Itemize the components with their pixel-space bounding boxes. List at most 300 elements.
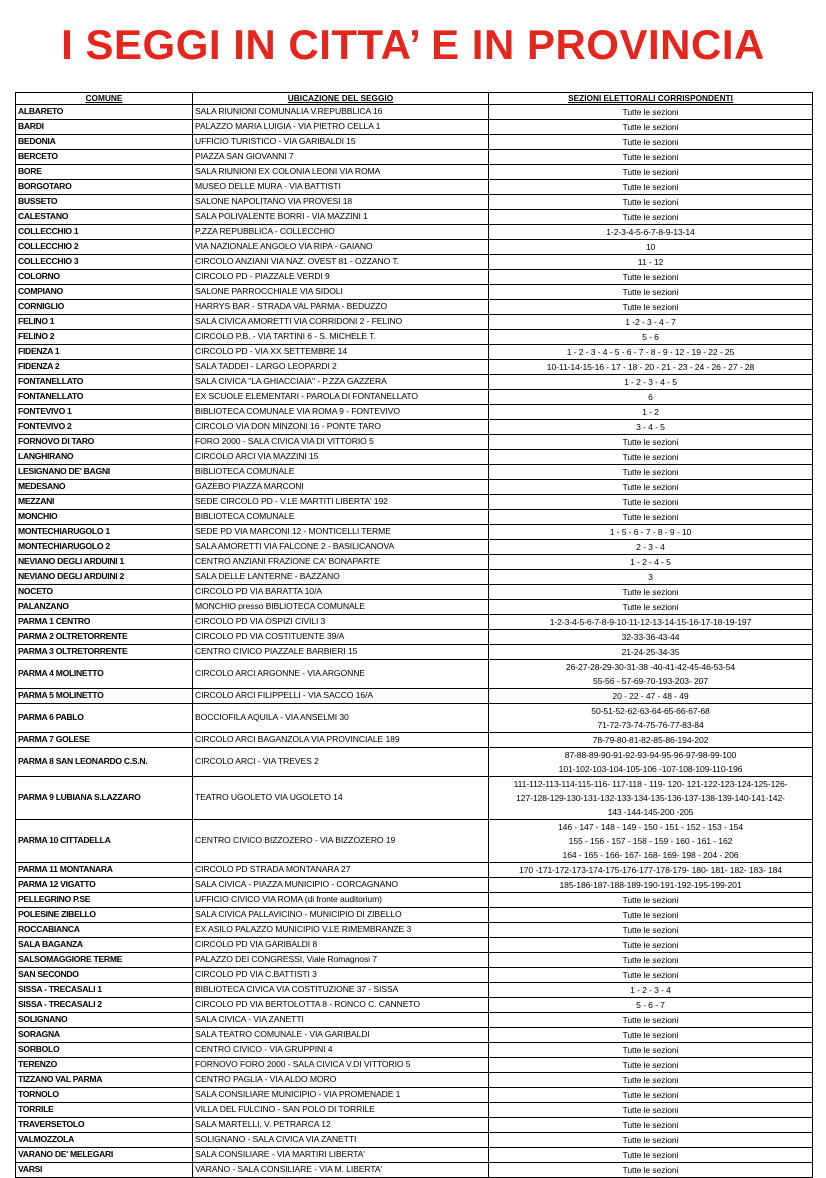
ubicazione-cell: P.ZZA REPUBBLICA - COLLECCHIO — [193, 225, 489, 240]
sezioni-cell — [489, 465, 813, 480]
sezioni-cell — [489, 555, 813, 570]
ubicazione-cell: CENTRO PAGLIA - VIA ALDO MORO — [193, 1073, 489, 1088]
sezioni-line: Tutte le sezioni — [622, 1135, 679, 1145]
ubicazione-cell: SALA CIVICA AMORETTI VIA CORRIDONI 2 - FELINO — [193, 315, 489, 330]
sezioni-line: 1 - 2 - 3 - 4 — [630, 985, 671, 995]
comune-cell: MEDESANO — [16, 480, 193, 495]
sezioni-cell — [489, 330, 813, 345]
sezioni-line: 10-11-14-15-16 - 17 - 18 - 20 - 21 - 23 - 24 - 26 - 27 - 28 — [546, 362, 755, 372]
comune-cell: BORGOTARO — [16, 180, 193, 195]
table-row — [16, 330, 813, 345]
sezioni-line: Tutte le sezioni — [622, 482, 679, 492]
sezioni-line: 78-79-80-81-82-85-86-194-202 — [592, 735, 709, 745]
ubicazione-cell: CIRCOLO VIA DON MINZONI 16 - PONTE TARO — [193, 420, 489, 435]
sezioni-line: 1-2-3-4-5-6-7-8-9-10-11-12-13-14-15-16-17-18-19-197 — [549, 617, 752, 627]
sezioni-cell — [489, 923, 813, 938]
comune-cell: MONTECHIARUGOLO 1 — [16, 525, 193, 540]
ubicazione-cell: EX ASILO PALAZZO MUNICIPIO V.LE RIMEMBRANZE 3 — [193, 923, 489, 938]
ubicazione-cell: VARANO - SALA CONSILIARE - VIA M. LIBERTA' — [193, 1163, 489, 1178]
comune-cell: VARANO DE' MELEGARI — [16, 1148, 193, 1163]
ubicazione-cell: CIRCOLO PD - VIA XX SETTEMBRE 14 — [193, 345, 489, 360]
ubicazione-cell: CENTRO ANZIANI FRAZIONE CA' BONAPARTE — [193, 555, 489, 570]
table-row — [16, 585, 813, 600]
sezioni-line: 26-27-28-29-30-31-38 -40-41-42-45-46-53-54 — [565, 662, 736, 672]
sezioni-cell — [489, 390, 813, 405]
ubicazione-cell: MONCHIO presso BIBLIOTECA COMUNALE — [193, 600, 489, 615]
sezioni-line: Tutte le sezioni — [622, 1105, 679, 1115]
ubicazione-cell: GAZEBO PIAZZA MARCONI — [193, 480, 489, 495]
sezioni-cell — [489, 983, 813, 998]
comune-cell: PELLEGRINO P.SE — [16, 893, 193, 908]
table-row — [16, 270, 813, 285]
sezioni-cell — [489, 435, 813, 450]
sezioni-cell — [489, 315, 813, 330]
sezioni-line: 155 - 156 - 157 - 158 - 159 - 160 - 161 - 162 — [568, 836, 733, 846]
table-row — [16, 255, 813, 270]
sezioni-cell — [489, 540, 813, 555]
comune-cell: NEVIANO DEGLI ARDUINI 1 — [16, 555, 193, 570]
ubicazione-cell: SALA CIVICA "LA GHIACCIAIA" - P.ZZA GAZZERA — [193, 375, 489, 390]
comune-cell: MONTECHIARUGOLO 2 — [16, 540, 193, 555]
table-row — [16, 495, 813, 510]
sezioni-cell — [489, 1103, 813, 1118]
ubicazione-cell: UFFICIO TURISTICO - VIA GARIBALDI 15 — [193, 135, 489, 150]
comune-cell: SOLIGNANO — [16, 1013, 193, 1028]
ubicazione-cell: CIRCOLO ARCI VIA MAZZINI 15 — [193, 450, 489, 465]
comune-cell: PARMA 5 MOLINETTO — [16, 689, 193, 704]
sezioni-line: 170 -171-172-173-174-175-176-177-178-179- 180- 181- 182- 183- 184 — [519, 865, 782, 875]
comune-cell: PARMA 10 CITTADELLA — [16, 820, 193, 863]
sezioni-cell — [489, 240, 813, 255]
comune-cell: PARMA 1 CENTRO — [16, 615, 193, 630]
sezioni-cell — [489, 998, 813, 1013]
table-row — [16, 150, 813, 165]
comune-cell: BUSSETO — [16, 195, 193, 210]
comune-cell: FELINO 1 — [16, 315, 193, 330]
sezioni-line: Tutte le sezioni — [622, 512, 679, 522]
comune-cell: PARMA 7 GOLESE — [16, 733, 193, 748]
table-row — [16, 420, 813, 435]
ubicazione-cell: SALA DELLE LANTERNE - BAZZANO — [193, 570, 489, 585]
table-body — [16, 105, 813, 1178]
ubicazione-cell: SALA CONSILIARE - VIA MARTIRI LIBERTA' — [193, 1148, 489, 1163]
table-row — [16, 1028, 813, 1043]
sezioni-cell — [489, 1133, 813, 1148]
table-row — [16, 165, 813, 180]
sezioni-cell — [489, 210, 813, 225]
table-row — [16, 1163, 813, 1178]
comune-cell: VARSI — [16, 1163, 193, 1178]
sezioni-line: Tutte le sezioni — [622, 467, 679, 477]
ubicazione-cell: SALA TEATRO COMUNALE - VIA GARIBALDI — [193, 1028, 489, 1043]
sezioni-cell — [489, 495, 813, 510]
table-row — [16, 210, 813, 225]
sezioni-line: Tutte le sezioni — [622, 302, 679, 312]
ubicazione-cell: CIRCOLO PD VIA BARATTA 10/A — [193, 585, 489, 600]
sezioni-cell — [489, 150, 813, 165]
ubicazione-cell: CIRCOLO P.B. - VIA TARTINI 6 - S. MICHELE T. — [193, 330, 489, 345]
sezioni-cell — [489, 585, 813, 600]
sezioni-cell — [489, 820, 813, 863]
comune-cell: NOCETO — [16, 585, 193, 600]
polling-stations-table — [15, 92, 813, 1178]
ubicazione-cell: BIBLIOTECA COMUNALE VIA ROMA 9 - FONTEVIVO — [193, 405, 489, 420]
ubicazione-cell: SALA CIVICA PALLAVICINO - MUNICIPIO DI ZIBELLO — [193, 908, 489, 923]
sezioni-line: 11 - 12 — [637, 257, 664, 267]
ubicazione-cell: TEATRO UGOLETO VIA UGOLETO 14 — [193, 777, 489, 820]
table-row — [16, 1148, 813, 1163]
sezioni-line: 1 - 5 - 6 - 7 - 8 - 9 - 10 — [609, 527, 692, 537]
ubicazione-cell: SALONE NAPOLITANO VIA PROVESI 18 — [193, 195, 489, 210]
table-row — [16, 689, 813, 704]
sezioni-line: Tutte le sezioni — [622, 1030, 679, 1040]
sezioni-cell — [489, 525, 813, 540]
comune-cell: FELINO 2 — [16, 330, 193, 345]
sezioni-line: 21-24-25-34-35 — [621, 647, 680, 657]
sezioni-cell — [489, 660, 813, 689]
sezioni-line: 3 - 4 - 5 — [636, 422, 665, 432]
sezioni-line: 127-128-129-130-131-132-133-134-135-136-137-138-139-140-141-142- — [516, 793, 785, 803]
comune-cell: TORNOLO — [16, 1088, 193, 1103]
table-row — [16, 1088, 813, 1103]
table-row — [16, 180, 813, 195]
table-row — [16, 480, 813, 495]
sezioni-line: 20 - 22 - 47 - 48 - 49 — [612, 691, 689, 701]
sezioni-cell — [489, 285, 813, 300]
sezioni-line: 6 — [648, 392, 653, 402]
sezioni-line: Tutte le sezioni — [622, 497, 679, 507]
sezioni-line: Tutte le sezioni — [622, 1165, 679, 1175]
comune-cell: PARMA 4 MOLINETTO — [16, 660, 193, 689]
sezioni-line: 164 - 165 - 166- 167- 168- 169- 198 - 204 - 206 — [562, 850, 739, 860]
comune-cell: BEDONIA — [16, 135, 193, 150]
sezioni-cell — [489, 1058, 813, 1073]
comune-cell: TORRILE — [16, 1103, 193, 1118]
comune-cell: SALSOMAGGIORE TERME — [16, 953, 193, 968]
comune-cell: SALA BAGANZA — [16, 938, 193, 953]
sezioni-line: 146 - 147 - 148 - 149 - 150 - 151 - 152 - 153 - 154 — [557, 822, 744, 832]
table-row — [16, 390, 813, 405]
table-row — [16, 465, 813, 480]
ubicazione-cell: PIAZZA SAN GIOVANNI 7 — [193, 150, 489, 165]
sezioni-line: Tutte le sezioni — [622, 107, 679, 117]
table-row — [16, 1118, 813, 1133]
table-row — [16, 345, 813, 360]
sezioni-cell — [489, 270, 813, 285]
sezioni-line: Tutte le sezioni — [622, 910, 679, 920]
sezioni-line: Tutte le sezioni — [622, 1090, 679, 1100]
ubicazione-cell: UFFICIO CIVICO VIA ROMA (di fronte auditorium) — [193, 893, 489, 908]
sezioni-line: Tutte le sezioni — [622, 940, 679, 950]
ubicazione-cell: SOLIGNANO - SALA CIVICA VIA ZANETTI — [193, 1133, 489, 1148]
comune-cell: SAN SECONDO — [16, 968, 193, 983]
comune-cell: SISSA - TRECASALI 1 — [16, 983, 193, 998]
sezioni-line: Tutte le sezioni — [622, 1120, 679, 1130]
sezioni-line: Tutte le sezioni — [622, 182, 679, 192]
table-row — [16, 360, 813, 375]
column-header-comune: COMUNE — [16, 93, 193, 105]
table-row — [16, 748, 813, 777]
comune-cell: FIDENZA 1 — [16, 345, 193, 360]
ubicazione-cell: CENTRO CIVICO BIZZOZERO - VIA BIZZOZERO 19 — [193, 820, 489, 863]
table-header-row — [16, 93, 813, 105]
sezioni-line: 55-56 - 57-69-70-193-203- 207 — [592, 676, 709, 686]
table-row — [16, 570, 813, 585]
comune-cell: MONCHIO — [16, 510, 193, 525]
page-title: I SEGGI IN CITTA’ E IN PROVINCIA — [61, 21, 765, 68]
sezioni-line: Tutte le sezioni — [622, 602, 679, 612]
sezioni-line: 1 - 2 - 4 - 5 — [630, 557, 671, 567]
ubicazione-cell: CIRCOLO ARCI - VIA TREVES 2 — [193, 748, 489, 777]
comune-cell: TERENZO — [16, 1058, 193, 1073]
comune-cell: POLESINE ZIBELLO — [16, 908, 193, 923]
table-row — [16, 983, 813, 998]
ubicazione-cell: SALA CIVICA - PIAZZA MUNICIPIO - CORCAGNANO — [193, 878, 489, 893]
comune-cell: BERCETO — [16, 150, 193, 165]
table-row — [16, 450, 813, 465]
ubicazione-cell: CIRCOLO PD STRADA MONTANARA 27 — [193, 863, 489, 878]
sezioni-line: 101-102-103-104-105-106 -107-108-109-110-196 — [558, 764, 743, 774]
sezioni-cell — [489, 1163, 813, 1178]
sezioni-line: Tutte le sezioni — [622, 272, 679, 282]
comune-cell: MEZZANI — [16, 495, 193, 510]
comune-cell: VALMOZZOLA — [16, 1133, 193, 1148]
ubicazione-cell: SALONE PARROCCHIALE VIA SIDOLI — [193, 285, 489, 300]
comune-cell: PARMA 2 OLTRETORRENTE — [16, 630, 193, 645]
ubicazione-cell: SEDE PD VIA MARCONI 12 - MONTICELLI TERME — [193, 525, 489, 540]
ubicazione-cell: CIRCOLO ARCI FILIPPELLI - VIA SACCO 16/A — [193, 689, 489, 704]
ubicazione-cell: SALA RIUNIONI EX COLONIA LEONI VIA ROMA — [193, 165, 489, 180]
table-row — [16, 300, 813, 315]
sezioni-cell — [489, 704, 813, 733]
comune-cell: FONTANELLATO — [16, 375, 193, 390]
sezioni-line: 50-51-52-62-63-64-65-66-67-68 — [591, 706, 710, 716]
ubicazione-cell: CIRCOLO PD VIA C.BATTISTI 3 — [193, 968, 489, 983]
ubicazione-cell: EX SCUOLE ELEMENTARI - PAROLA DI FONTANELLATO — [193, 390, 489, 405]
sezioni-cell — [489, 300, 813, 315]
table-row — [16, 1103, 813, 1118]
sezioni-cell — [489, 135, 813, 150]
table-row — [16, 435, 813, 450]
table-row — [16, 375, 813, 390]
comune-cell: COLLECCHIO 2 — [16, 240, 193, 255]
sezioni-cell — [489, 360, 813, 375]
sezioni-cell — [489, 777, 813, 820]
sezioni-cell — [489, 908, 813, 923]
sezioni-line: Tutte le sezioni — [622, 895, 679, 905]
comune-cell: TIZZANO VAL PARMA — [16, 1073, 193, 1088]
sezioni-cell — [489, 1118, 813, 1133]
table-row — [16, 878, 813, 893]
ubicazione-cell: CIRCOLO ANZIANI VIA NAZ. OVEST 81 - OZZANO T. — [193, 255, 489, 270]
table-row — [16, 704, 813, 733]
sezioni-cell — [489, 615, 813, 630]
sezioni-cell — [489, 1148, 813, 1163]
comune-cell: FONTEVIVO 1 — [16, 405, 193, 420]
sezioni-cell — [489, 345, 813, 360]
sezioni-cell — [489, 165, 813, 180]
ubicazione-cell: BOCCIOFILA AQUILA - VIA ANSELMI 30 — [193, 704, 489, 733]
sezioni-line: Tutte le sezioni — [622, 437, 679, 447]
ubicazione-cell: HARRYS BAR - STRADA VAL PARMA - BEDUZZO — [193, 300, 489, 315]
table-row — [16, 660, 813, 689]
table-row — [16, 733, 813, 748]
table-row — [16, 240, 813, 255]
sezioni-cell — [489, 645, 813, 660]
comune-cell: PARMA 6 PABLO — [16, 704, 193, 733]
comune-cell: TRAVERSETOLO — [16, 1118, 193, 1133]
ubicazione-cell: SEDE CIRCOLO PD - V.LE MARTITI LIBERTA' 192 — [193, 495, 489, 510]
sezioni-line: Tutte le sezioni — [622, 925, 679, 935]
ubicazione-cell: CENTRO CIVICO - VIA GRUPPINI 4 — [193, 1043, 489, 1058]
ubicazione-cell: CIRCOLO PD VIA BERTOLOTTA 8 - RONCO C. CANNETO — [193, 998, 489, 1013]
ubicazione-cell: CENTRO CIVICO PIAZZALE BARBIERI 15 — [193, 645, 489, 660]
table-row — [16, 893, 813, 908]
table-row — [16, 645, 813, 660]
sezioni-cell — [489, 420, 813, 435]
ubicazione-cell: SALA AMORETTI VIA FALCONE 2 - BASILICANOVA — [193, 540, 489, 555]
sezioni-cell — [489, 689, 813, 704]
comune-cell: PALANZANO — [16, 600, 193, 615]
table-row — [16, 908, 813, 923]
sezioni-line: Tutte le sezioni — [622, 1060, 679, 1070]
comune-cell: COLLECCHIO 3 — [16, 255, 193, 270]
sezioni-cell — [489, 375, 813, 390]
ubicazione-cell: PALAZZO MARIA LUIGIA - VIA PIETRO CELLA 1 — [193, 120, 489, 135]
sezioni-line: Tutte le sezioni — [622, 137, 679, 147]
comune-cell: PARMA 8 SAN LEONARDO C.S.N. — [16, 748, 193, 777]
sezioni-line: 10 — [645, 242, 656, 252]
ubicazione-cell: SALA RIUNIONI COMUNALIA V.REPUBBLICA 16 — [193, 105, 489, 120]
comune-cell: FONTEVIVO 2 — [16, 420, 193, 435]
ubicazione-cell: MUSEO DELLE MURA - VIA BATTISTI — [193, 180, 489, 195]
sezioni-line: 2 - 3 - 4 — [636, 542, 665, 552]
table-row — [16, 225, 813, 240]
sezioni-line: 111-112-113-114-115-116- 117-118 - 119- 120- 121-122-123-124-125-126- — [513, 779, 788, 789]
table-row — [16, 968, 813, 983]
ubicazione-cell: SALA MARTELLI, V. PETRARCA 12 — [193, 1118, 489, 1133]
sezioni-line: Tutte le sezioni — [622, 587, 679, 597]
comune-cell: FORNOVO DI TARO — [16, 435, 193, 450]
column-header-ubicazione: UBICAZIONE DEL SEGGIO — [193, 93, 489, 105]
ubicazione-cell: FORO 2000 - SALA CIVICA VIA DI VITTORIO 5 — [193, 435, 489, 450]
comune-cell: SORAGNA — [16, 1028, 193, 1043]
sezioni-line: Tutte le sezioni — [622, 197, 679, 207]
table-row — [16, 615, 813, 630]
table-row — [16, 630, 813, 645]
comune-cell: ALBARETO — [16, 105, 193, 120]
sezioni-cell — [489, 1088, 813, 1103]
sezioni-line: Tutte le sezioni — [622, 287, 679, 297]
sezioni-cell — [489, 968, 813, 983]
sezioni-line: Tutte le sezioni — [622, 1015, 679, 1025]
sezioni-line: Tutte le sezioni — [622, 1045, 679, 1055]
comune-cell: PARMA 3 OLTRETORRENTE — [16, 645, 193, 660]
ubicazione-cell: SALA CIVICA - VIA ZANETTI — [193, 1013, 489, 1028]
table-row — [16, 923, 813, 938]
sezioni-line: 87-88-89-90-91-92-93-94-95-96-97-98-99-100 — [564, 750, 737, 760]
sezioni-cell — [489, 180, 813, 195]
table-row — [16, 1073, 813, 1088]
sezioni-line: Tutte le sezioni — [622, 1075, 679, 1085]
ubicazione-cell: VILLA DEL FULCINO - SAN POLO DI TORRILE — [193, 1103, 489, 1118]
sezioni-cell — [489, 878, 813, 893]
table-row — [16, 1058, 813, 1073]
table-row — [16, 540, 813, 555]
sezioni-cell — [489, 748, 813, 777]
sezioni-line: Tutte le sezioni — [622, 167, 679, 177]
sezioni-cell — [489, 1043, 813, 1058]
sezioni-cell — [489, 195, 813, 210]
comune-cell: LESIGNANO DE' BAGNI — [16, 465, 193, 480]
comune-cell: PARMA 12 VIGATTO — [16, 878, 193, 893]
sezioni-line: 1 - 2 - 3 - 4 - 5 — [624, 377, 677, 387]
comune-cell: SORBOLO — [16, 1043, 193, 1058]
sezioni-cell — [489, 953, 813, 968]
sezioni-line: 3 — [648, 572, 653, 582]
sezioni-cell — [489, 570, 813, 585]
table-row — [16, 120, 813, 135]
ubicazione-cell: CIRCOLO PD VIA OSPIZI CIVILI 3 — [193, 615, 489, 630]
sezioni-line: 185-186-187-188-189-190-191-192-195-199-201 — [559, 880, 742, 890]
sezioni-line: 5 - 6 - 7 — [636, 1000, 665, 1010]
sezioni-cell — [489, 893, 813, 908]
ubicazione-cell: CIRCOLO PD VIA GARIBALDI 8 — [193, 938, 489, 953]
table-row — [16, 1043, 813, 1058]
sezioni-cell — [489, 120, 813, 135]
sezioni-line: 5 - 6 — [642, 332, 659, 342]
sezioni-cell — [489, 938, 813, 953]
table-row — [16, 998, 813, 1013]
comune-cell: CALESTANO — [16, 210, 193, 225]
comune-cell: BARDI — [16, 120, 193, 135]
ubicazione-cell: PALAZZO DEI CONGRESSI, Viale Romagnosi 7 — [193, 953, 489, 968]
comune-cell: PARMA 11 MONTANARA — [16, 863, 193, 878]
sezioni-line: Tutte le sezioni — [622, 452, 679, 462]
comune-cell: CORNIGLIO — [16, 300, 193, 315]
ubicazione-cell: BIBLIOTECA CIVICA VIA COSTITUZIONE 37 - SISSA — [193, 983, 489, 998]
sezioni-cell — [489, 105, 813, 120]
ubicazione-cell: CIRCOLO PD - PIAZZALE VERDI 9 — [193, 270, 489, 285]
sezioni-line: Tutte le sezioni — [622, 1150, 679, 1160]
ubicazione-cell: SALA TADDEI - LARGO LEOPARDI 2 — [193, 360, 489, 375]
sezioni-cell — [489, 1028, 813, 1043]
ubicazione-cell: BIBLIOTECA COMUNALE — [193, 510, 489, 525]
table-row — [16, 195, 813, 210]
table-row — [16, 510, 813, 525]
sezioni-cell — [489, 600, 813, 615]
table-row — [16, 863, 813, 878]
sezioni-cell — [489, 1013, 813, 1028]
table-row — [16, 953, 813, 968]
table-row — [16, 315, 813, 330]
comune-cell: SISSA - TRECASALI 2 — [16, 998, 193, 1013]
sezioni-line: Tutte le sezioni — [622, 970, 679, 980]
table-row — [16, 135, 813, 150]
table-row — [16, 555, 813, 570]
table-row — [16, 938, 813, 953]
ubicazione-cell: VIA NAZIONALE ANGOLO VIA RIPA - GAIANO — [193, 240, 489, 255]
ubicazione-cell: SALA CONSILIARE MUNICIPIO - VIA PROMENADE 1 — [193, 1088, 489, 1103]
table-row — [16, 777, 813, 820]
table-row — [16, 600, 813, 615]
column-header-sezioni: SEZIONI ELETTORALI CORRISPONDENTI — [489, 93, 813, 105]
sezioni-cell — [489, 405, 813, 420]
sezioni-line: 1-2-3-4-5-6-7-8-9-13-14 — [606, 227, 695, 237]
sezioni-line: 1 -2 - 3 - 4 - 7 — [625, 317, 676, 327]
comune-cell: COMPIANO — [16, 285, 193, 300]
comune-cell: FONTANELLATO — [16, 390, 193, 405]
